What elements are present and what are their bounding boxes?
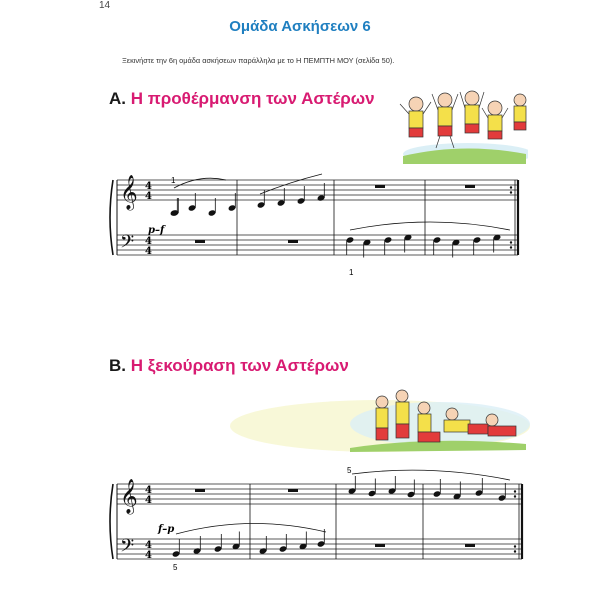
whole-rest bbox=[288, 240, 298, 243]
treble-clef-icon: 𝄞 bbox=[120, 479, 138, 514]
repeat-dot bbox=[510, 241, 512, 243]
section-b-letter: B. bbox=[109, 356, 126, 375]
section-b-staff-system bbox=[0, 466, 600, 590]
cheering-stars-illustration bbox=[398, 86, 528, 164]
whole-rest bbox=[465, 544, 475, 547]
slur bbox=[352, 470, 510, 480]
intro-text: Ξεκινήστε την 6η ομάδα ασκήσεων παράλληλα με το Η ΠΕΜΠΤΗ ΜΟΥ (σελίδα 50). bbox=[122, 56, 395, 65]
time-signature-top: 4 bbox=[145, 540, 152, 551]
whole-rest bbox=[288, 489, 298, 492]
treble-clef-icon: 𝄞 bbox=[120, 175, 138, 210]
section-a-title: Η προθέρμανση των Αστέρων bbox=[130, 89, 375, 108]
slur bbox=[260, 174, 322, 194]
section-b-heading bbox=[109, 356, 349, 376]
section-a-staff-system bbox=[0, 170, 600, 280]
fingering-number: 1 bbox=[171, 176, 176, 185]
section-a-heading bbox=[109, 89, 375, 109]
dynamic-marking: f–p bbox=[158, 524, 175, 535]
repeat-dot bbox=[514, 550, 516, 552]
bass-clef-icon: 𝄢 bbox=[120, 232, 135, 257]
slur bbox=[350, 222, 510, 230]
time-signature-bottom: 4 bbox=[145, 191, 152, 202]
repeat-dot bbox=[510, 191, 512, 193]
repeat-dot bbox=[514, 545, 516, 547]
resting-stars-illustration bbox=[230, 378, 530, 458]
time-signature-bottom: 4 bbox=[145, 550, 152, 561]
time-signature-top: 4 bbox=[145, 236, 152, 247]
slur bbox=[176, 523, 326, 534]
whole-rest bbox=[465, 185, 475, 188]
time-signature-bottom: 4 bbox=[145, 495, 152, 506]
repeat-dot bbox=[510, 246, 512, 248]
time-signature-bottom: 4 bbox=[145, 246, 152, 257]
fingering-number: 5 bbox=[173, 563, 178, 572]
fingering-number: 5 bbox=[347, 466, 352, 475]
repeat-dot bbox=[510, 186, 512, 188]
whole-rest bbox=[195, 489, 205, 492]
fingering-number: 1 bbox=[349, 268, 354, 277]
repeat-dot bbox=[514, 490, 516, 492]
dynamic-marking: p–f bbox=[148, 225, 165, 236]
page-title: Ομάδα Ασκήσεων 6 bbox=[229, 18, 371, 35]
repeat-dot bbox=[514, 495, 516, 497]
whole-rest bbox=[375, 185, 385, 188]
page-number: 14 bbox=[99, 0, 111, 11]
brace bbox=[110, 180, 113, 255]
time-signature-top: 4 bbox=[145, 485, 152, 496]
time-signature-top: 4 bbox=[145, 181, 152, 192]
bass-clef-icon: 𝄢 bbox=[120, 536, 135, 561]
whole-rest bbox=[195, 240, 205, 243]
section-a-letter: A. bbox=[109, 89, 126, 108]
whole-rest bbox=[375, 544, 385, 547]
section-b-title: Η ξεκούραση των Αστέρων bbox=[130, 356, 349, 375]
brace bbox=[110, 484, 113, 559]
